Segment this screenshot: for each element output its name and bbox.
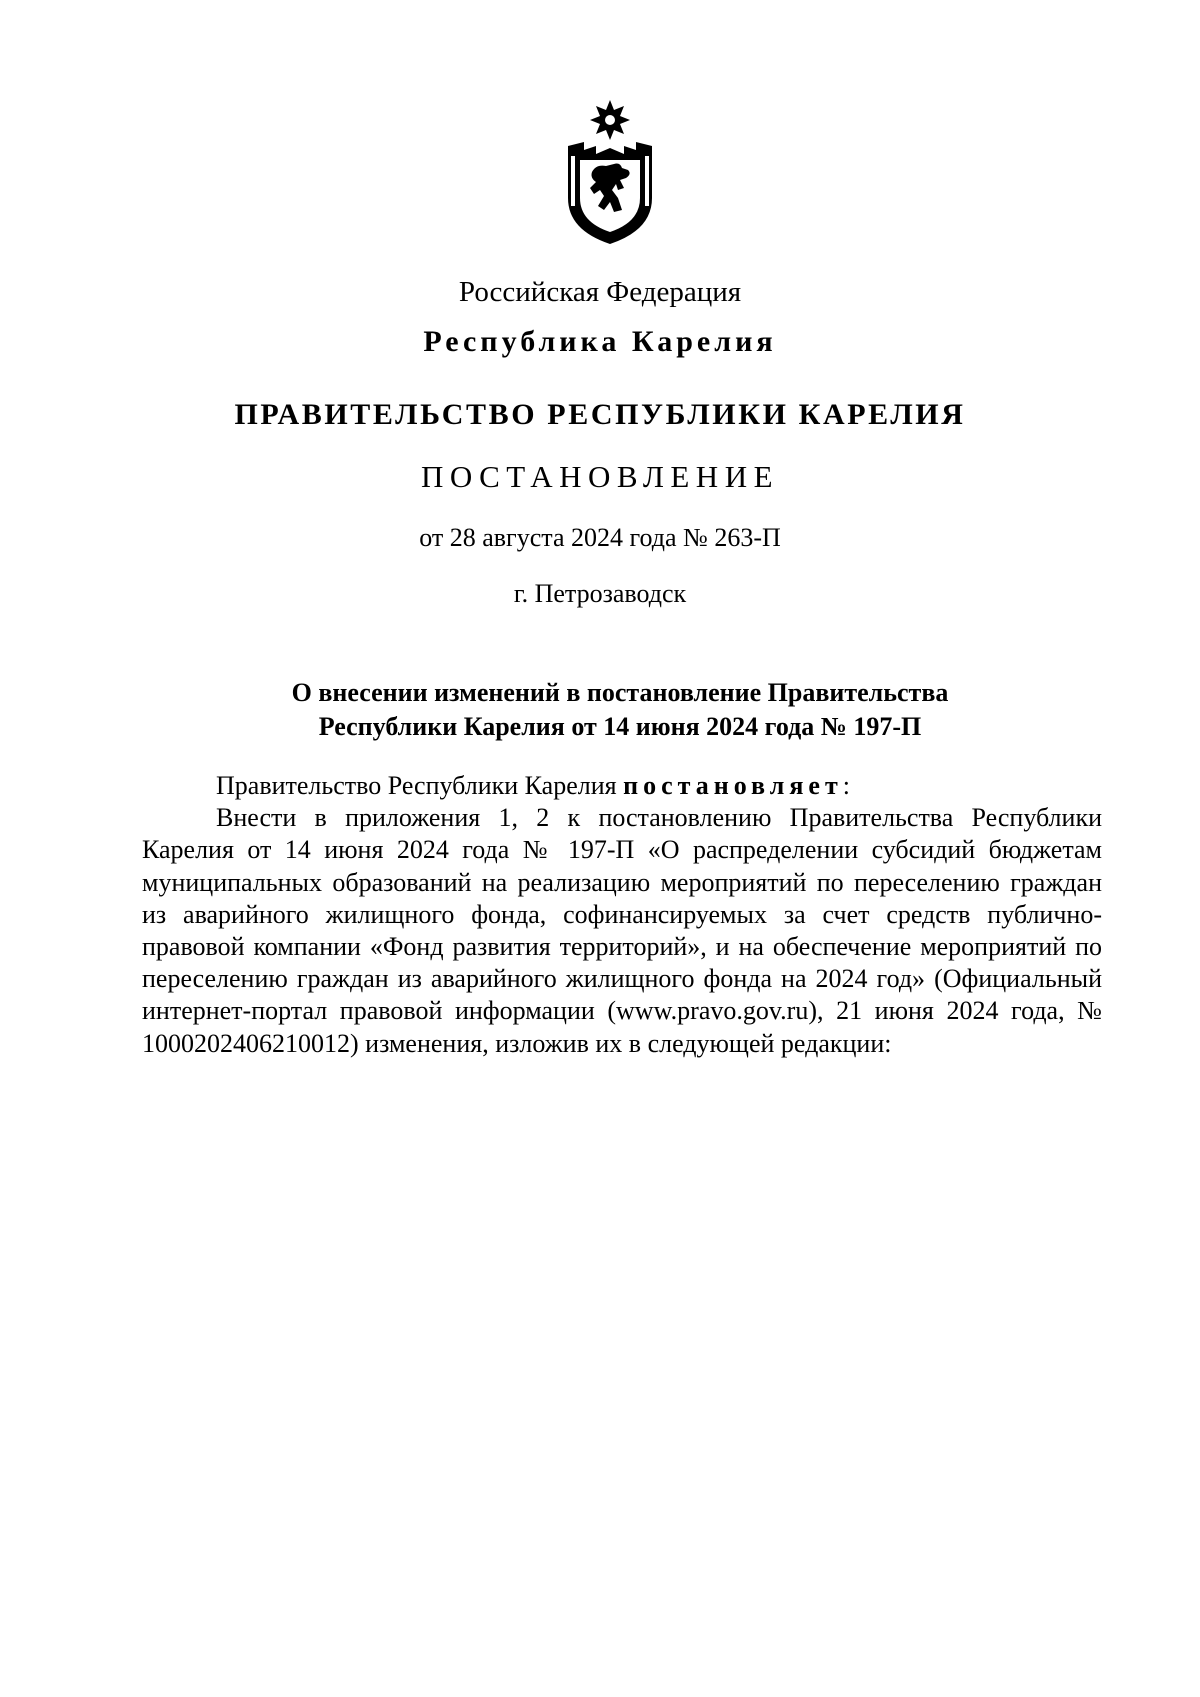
government-name: ПРАВИТЕЛЬСТВО РЕСПУБЛИКИ КАРЕЛИЯ [234, 398, 966, 431]
document-subject [140, 676, 1100, 744]
resolution-text: Правительство Республики Карелия [216, 771, 624, 800]
document-date-number: от 28 августа 2024 года № 263-П [419, 523, 781, 552]
republic-name: Республика Карелия [423, 325, 777, 358]
document-city: г. Петрозаводск [513, 579, 687, 608]
karelia-coat-of-arms-icon [562, 98, 658, 246]
subject-line-2: Республики Карелия от 14 июня 2024 года № 197-П [318, 712, 922, 741]
document-body [142, 770, 1102, 1060]
resolution-paragraph [142, 770, 1102, 802]
document-type: ПОСТАНОВЛЕНИЕ [420, 459, 780, 494]
resolution-keyword: постановляет [623, 771, 843, 800]
amendment-paragraph: Внести в приложения 1, 2 к постановлению Правительства Республики Карелия от 14 июня 2024 года № 197-П «О распределении субсидий бюджетам муниципальных образований на реализацию мероприятий по переселению граждан из аварийного жилищного фонда, софинансируемых за счет средств публично-правовой компании «Фонд развития территорий», и на обеспечение мероприятий по переселению граждан из аварийного жилищного фонда на 2024 год» (Официальный интернет-портал правовой информации (www.pravo.gov.ru), 21 июня 2024 года, № 1000202406210012) изменения, изложив их в следующей редакции: [142, 803, 1102, 1058]
subject-line-1: О внесении изменений в постановление Правительства [291, 678, 949, 707]
country-name: Российская Федерация [458, 276, 742, 308]
resolution-colon: : [842, 771, 850, 800]
